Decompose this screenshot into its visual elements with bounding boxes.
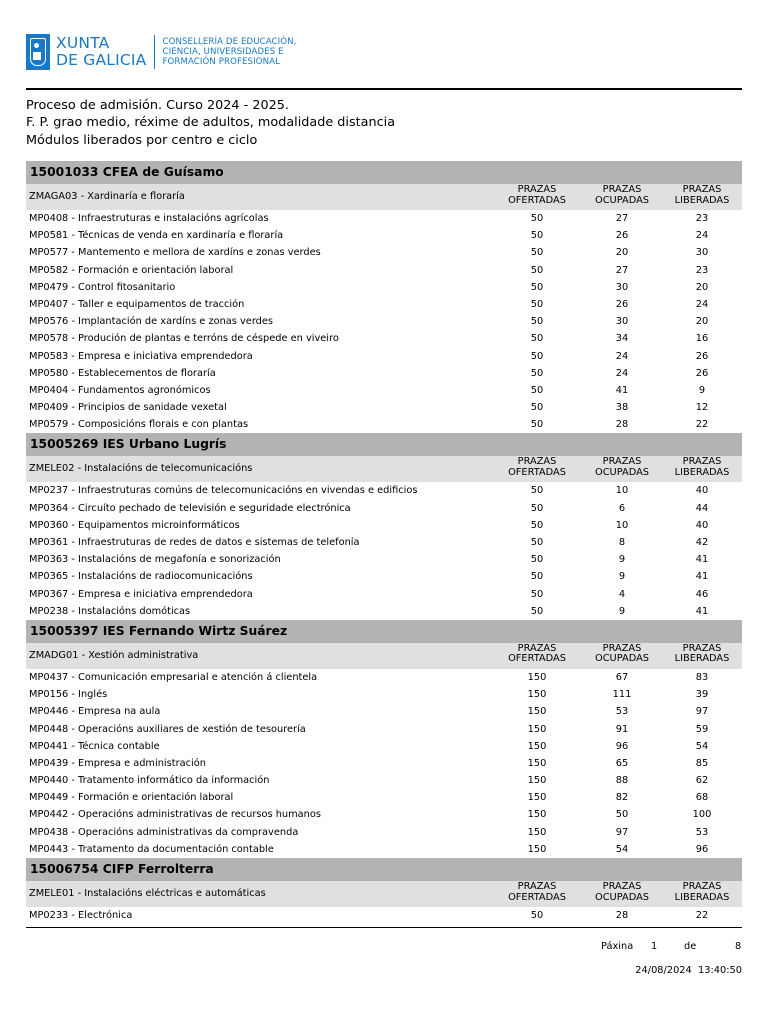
freed-places: 97 xyxy=(695,706,709,718)
freed-places: 40 xyxy=(695,519,709,531)
freed-places: 20 xyxy=(695,316,709,328)
offered-places: 50 xyxy=(530,910,544,921)
column-header-occupied-line-2: OCUPADAS xyxy=(595,466,649,478)
module-name: MP0363 - Instalacións de megafonía e sonorización xyxy=(29,554,281,566)
offered-places: 50 xyxy=(530,571,544,583)
freed-places: 53 xyxy=(695,826,709,838)
freed-places: 62 xyxy=(695,775,709,787)
offered-places: 150 xyxy=(527,775,547,787)
table-row xyxy=(26,227,742,244)
column-header-offered-line-1: PRAZAS xyxy=(517,456,557,468)
column-header-occupied-line-1: PRAZAS xyxy=(602,184,642,195)
column-header-freed-line-1: PRAZAS xyxy=(682,642,722,654)
table-row xyxy=(26,721,742,738)
module-name: MP0367 - Empresa e iniciativa emprendedora xyxy=(29,588,253,600)
occupied-places: 28 xyxy=(615,910,629,921)
offered-places: 50 xyxy=(530,333,544,345)
column-header-offered-line-1: PRAZAS xyxy=(517,881,557,892)
module-name: MP0580 - Establecementos de floraría xyxy=(29,367,216,379)
table-row xyxy=(26,244,742,261)
table-row xyxy=(26,382,742,399)
offered-places: 50 xyxy=(530,537,544,548)
module-name: MP0438 - Operacións administrativas da compravenda xyxy=(29,826,299,838)
offered-places: 50 xyxy=(530,605,544,617)
print-timestamp xyxy=(635,965,742,976)
table-row xyxy=(26,703,742,720)
occupied-places: 65 xyxy=(615,757,629,769)
freed-places: 54 xyxy=(695,740,709,752)
column-header-occupied-line-1: PRAZAS xyxy=(602,456,642,468)
column-header-offered-line-1: PRAZAS xyxy=(517,642,557,654)
offered-places: 50 xyxy=(530,350,544,362)
occupied-places: 10 xyxy=(615,485,629,497)
offered-places: 150 xyxy=(527,706,547,718)
module-name: MP0443 - Tratamento da documentación contable xyxy=(29,843,274,855)
page-total: 8 xyxy=(735,941,742,952)
cycle-name: ZMELE02 - Instalacións de telecomunicacións xyxy=(29,463,253,475)
offered-places: 50 xyxy=(530,402,544,414)
offered-places: 50 xyxy=(530,367,544,379)
table-row xyxy=(26,669,742,686)
column-header-occupied-line-1: PRAZAS xyxy=(602,642,642,654)
column-header-freed-line-2: LIBERADAS xyxy=(674,194,730,206)
occupied-places: 9 xyxy=(618,554,626,566)
column-header-freed xyxy=(662,881,742,907)
module-name: MP0579 - Composicións florais e con plantas xyxy=(29,419,249,431)
offered-places: 50 xyxy=(530,281,544,293)
module-name: MP0439 - Empresa e administración xyxy=(29,757,206,769)
offered-places: 50 xyxy=(530,419,544,431)
logo-line-2: DE GALICIA xyxy=(56,51,147,69)
table-row xyxy=(26,841,742,858)
table-row xyxy=(26,686,742,703)
freed-places: 23 xyxy=(695,264,709,276)
cycle-header-row xyxy=(26,881,742,907)
offered-places: 50 xyxy=(530,554,544,566)
cycle-header-row xyxy=(26,184,742,210)
occupied-places: 9 xyxy=(618,571,626,583)
module-name: MP0404 - Fundamentos agronómicos xyxy=(29,384,211,396)
freed-places: 16 xyxy=(695,333,709,345)
module-name: MP0441 - Técnica contable xyxy=(29,740,160,752)
module-name: MP0238 - Instalacións domóticas xyxy=(29,605,191,617)
column-header-offered-line-2: OFERTADAS xyxy=(508,466,566,478)
bottom-divider xyxy=(26,927,742,928)
column-header-freed-line-2: LIBERADAS xyxy=(674,653,730,665)
column-header-offered xyxy=(497,456,577,482)
column-header-occupied xyxy=(582,643,662,669)
module-name: MP0577 - Mantemento e mellora de xardíns e zonas verdes xyxy=(29,247,321,259)
table-row xyxy=(26,296,742,313)
column-header-freed-line-1: PRAZAS xyxy=(682,456,722,468)
xunta-coat-of-arms-icon xyxy=(26,34,50,70)
freed-places: 42 xyxy=(695,537,709,548)
column-header-offered-line-1: PRAZAS xyxy=(517,184,557,195)
page-current: 1 xyxy=(651,941,658,952)
table-row xyxy=(26,262,742,279)
cycle-name: ZMELE01 - Instalacións eléctricas e automáticas xyxy=(29,888,266,899)
column-header-occupied xyxy=(582,456,662,482)
column-header-freed xyxy=(662,184,742,210)
freed-places: 23 xyxy=(695,213,709,224)
offered-places: 150 xyxy=(527,843,547,855)
module-name: MP0237 - Infraestruturas comúns de telecomunicacións en vivendas e edificios xyxy=(29,485,418,497)
title-line-1: Proceso de admisión. Curso 2024 - 2025. xyxy=(26,98,289,113)
offered-places: 50 xyxy=(530,213,544,224)
module-name: MP0365 - Instalacións de radiocomunicacións xyxy=(29,571,253,583)
column-header-occupied-line-2: OCUPADAS xyxy=(595,653,649,665)
module-name: MP0409 - Principios de sanidade vexetal xyxy=(29,402,227,414)
freed-places: 41 xyxy=(695,571,709,583)
table-row xyxy=(26,824,742,841)
freed-places: 24 xyxy=(695,298,709,310)
occupied-places: 4 xyxy=(618,588,626,600)
module-name: MP0156 - Inglés xyxy=(29,689,108,701)
table-row xyxy=(26,348,742,365)
module-name: MP0440 - Tratamento informático da información xyxy=(29,775,270,787)
module-name: MP0583 - Empresa e iniciativa emprendedora xyxy=(29,350,253,362)
freed-places: 20 xyxy=(695,281,709,293)
table-row xyxy=(26,738,742,755)
column-header-freed xyxy=(662,456,742,482)
module-name: MP0442 - Operacións administrativas de recursos humanos xyxy=(29,809,321,821)
occupied-places: 26 xyxy=(615,230,629,242)
modules-table xyxy=(26,161,742,924)
module-name: MP0437 - Comunicación empresarial e atención á clientela xyxy=(29,671,318,683)
freed-places: 24 xyxy=(695,230,709,242)
module-name: MP0582 - Formación e orientación laboral xyxy=(29,264,234,276)
column-header-offered-line-2: OFERTADAS xyxy=(508,891,566,903)
offered-places: 50 xyxy=(530,247,544,259)
occupied-places: 27 xyxy=(615,264,629,276)
table-row xyxy=(26,806,742,823)
table-row xyxy=(26,330,742,347)
table-row xyxy=(26,365,742,382)
occupied-places: 67 xyxy=(615,671,629,683)
occupied-places: 30 xyxy=(615,316,629,328)
offered-places: 150 xyxy=(527,671,547,683)
offered-places: 150 xyxy=(527,723,547,735)
table-row xyxy=(26,500,742,517)
column-header-freed xyxy=(662,643,742,669)
xunta-logo-text xyxy=(56,35,146,69)
module-name: MP0407 - Taller e equipamentos de tracción xyxy=(29,298,245,310)
occupied-places: 28 xyxy=(615,419,629,431)
occupied-places: 6 xyxy=(618,502,626,514)
offered-places: 150 xyxy=(527,757,547,769)
occupied-places: 24 xyxy=(615,350,629,362)
document-title xyxy=(26,97,395,149)
freed-places: 40 xyxy=(695,485,709,497)
top-divider xyxy=(26,88,742,90)
title-line-3: Módulos liberados por centro e ciclo xyxy=(26,132,258,148)
freed-places: 9 xyxy=(698,384,706,396)
occupied-places: 53 xyxy=(615,706,629,718)
occupied-places: 30 xyxy=(615,281,629,293)
table-row xyxy=(26,416,742,433)
print-date: 24/08/2024 xyxy=(635,965,692,976)
occupied-places: 82 xyxy=(615,792,629,804)
title-line-2: F. P. grao medio, réxime de adultos, modalidade distancia xyxy=(26,115,396,131)
cycle-name: ZMADG01 - Xestión administrativa xyxy=(29,649,199,661)
occupied-places: 41 xyxy=(615,384,629,396)
freed-places: 26 xyxy=(695,367,709,379)
occupied-places: 54 xyxy=(615,843,629,855)
column-header-offered xyxy=(497,184,577,210)
table-row xyxy=(26,907,742,924)
freed-places: 12 xyxy=(695,402,709,414)
offered-places: 150 xyxy=(527,689,547,701)
offered-places: 50 xyxy=(530,298,544,310)
table-row xyxy=(26,755,742,772)
freed-places: 100 xyxy=(692,809,712,821)
cycle-header-row xyxy=(26,456,742,482)
occupied-places: 10 xyxy=(615,519,629,531)
freed-places: 59 xyxy=(695,723,709,735)
module-name: MP0360 - Equipamentos microinformáticos xyxy=(29,519,240,531)
freed-places: 26 xyxy=(695,350,709,362)
column-header-freed-line-1: PRAZAS xyxy=(682,881,722,892)
offered-places: 150 xyxy=(527,826,547,838)
page-of-label: de xyxy=(684,941,697,952)
occupied-places: 27 xyxy=(615,213,629,224)
department-name xyxy=(162,37,296,67)
occupied-places: 8 xyxy=(618,537,626,548)
column-header-offered xyxy=(497,881,577,907)
table-row xyxy=(26,568,742,585)
offered-places: 50 xyxy=(530,316,544,328)
column-header-occupied xyxy=(582,881,662,907)
freed-places: 96 xyxy=(695,843,709,855)
offered-places: 50 xyxy=(530,384,544,396)
logo-divider xyxy=(154,35,155,69)
occupied-places: 26 xyxy=(615,298,629,310)
column-header-offered xyxy=(497,643,577,669)
column-header-offered-line-2: OFERTADAS xyxy=(508,653,566,665)
occupied-places: 50 xyxy=(615,809,629,821)
offered-places: 50 xyxy=(530,588,544,600)
freed-places: 83 xyxy=(695,671,709,683)
table-row xyxy=(26,482,742,499)
centre-header: 15005269 IES Urbano Lugrís xyxy=(26,433,742,456)
department-line-1: CONSELLERÍA DE EDUCACIÓN, xyxy=(162,37,297,47)
occupied-places: 34 xyxy=(615,333,629,345)
occupied-places: 96 xyxy=(615,740,629,752)
centre-header: 15001033 CFEA de Guísamo xyxy=(26,161,742,184)
cycle-name: ZMAGA03 - Xardinaría e floraría xyxy=(29,191,185,202)
freed-places: 22 xyxy=(695,419,709,431)
offered-places: 150 xyxy=(527,792,547,804)
column-header-offered-line-2: OFERTADAS xyxy=(508,194,566,206)
freed-places: 22 xyxy=(695,910,709,921)
freed-places: 44 xyxy=(695,502,709,514)
occupied-places: 38 xyxy=(615,402,629,414)
module-name: MP0576 - Implantación de xardíns e zonas verdes xyxy=(29,316,274,328)
module-name: MP0449 - Formación e orientación laboral xyxy=(29,792,234,804)
table-row xyxy=(26,789,742,806)
offered-places: 50 xyxy=(530,519,544,531)
table-row xyxy=(26,399,742,416)
table-row xyxy=(26,551,742,568)
column-header-occupied-line-2: OCUPADAS xyxy=(595,891,649,903)
table-row xyxy=(26,279,742,296)
column-header-freed-line-2: LIBERADAS xyxy=(674,466,730,478)
occupied-places: 24 xyxy=(615,367,629,379)
offered-places: 150 xyxy=(527,809,547,821)
table-row xyxy=(26,210,742,227)
module-name: MP0578 - Produción de plantas e terróns de céspede en viveiro xyxy=(29,333,339,345)
module-name: MP0364 - Circuíto pechado de televisión e seguridade electrónica xyxy=(29,502,351,514)
table-row xyxy=(26,586,742,603)
module-name: MP0446 - Empresa na aula xyxy=(29,706,161,718)
freed-places: 68 xyxy=(695,792,709,804)
occupied-places: 97 xyxy=(615,826,629,838)
centre-header: 15005397 IES Fernando Wirtz Suárez xyxy=(26,620,742,643)
department-line-2: CIENCIA, UNIVERSIDADES E xyxy=(162,47,284,57)
column-header-occupied xyxy=(582,184,662,210)
table-row xyxy=(26,517,742,534)
column-header-freed-line-2: LIBERADAS xyxy=(674,891,730,903)
logo-line-1: XUNTA xyxy=(56,34,110,52)
occupied-places: 88 xyxy=(615,775,629,787)
occupied-places: 111 xyxy=(612,689,632,701)
freed-places: 46 xyxy=(695,588,709,600)
offered-places: 50 xyxy=(530,264,544,276)
table-row xyxy=(26,534,742,551)
module-name: MP0361 - Infraestruturas de redes de datos e sistemas de telefonía xyxy=(29,537,360,548)
offered-places: 50 xyxy=(530,485,544,497)
freed-places: 85 xyxy=(695,757,709,769)
occupied-places: 91 xyxy=(615,723,629,735)
freed-places: 30 xyxy=(695,247,709,259)
offered-places: 150 xyxy=(527,740,547,752)
offered-places: 50 xyxy=(530,230,544,242)
occupied-places: 9 xyxy=(618,605,626,617)
module-name: MP0479 - Control fitosanitario xyxy=(29,281,176,293)
table-row xyxy=(26,603,742,620)
module-name: MP0408 - Infraestruturas e instalacións agrícolas xyxy=(29,213,269,224)
table-row xyxy=(26,313,742,330)
module-name: MP0581 - Técnicas de venda en xardinaría e floraría xyxy=(29,230,284,242)
department-line-3: FORMACIÓN PROFESIONAL xyxy=(162,57,281,67)
column-header-occupied-line-2: OCUPADAS xyxy=(595,194,649,206)
print-time: 13:40:50 xyxy=(698,965,742,976)
offered-places: 50 xyxy=(530,502,544,514)
freed-places: 41 xyxy=(695,554,709,566)
freed-places: 39 xyxy=(695,689,709,701)
cycle-header-row xyxy=(26,643,742,669)
centre-header: 15006754 CIFP Ferrolterra xyxy=(26,858,742,881)
freed-places: 41 xyxy=(695,605,709,617)
page-label: Páxina xyxy=(601,941,634,952)
occupied-places: 20 xyxy=(615,247,629,259)
column-header-occupied-line-1: PRAZAS xyxy=(602,881,642,892)
module-name: MP0448 - Operacións auxiliares de xestión de tesourería xyxy=(29,723,306,735)
table-row xyxy=(26,772,742,789)
page-header xyxy=(26,30,297,74)
column-header-freed-line-1: PRAZAS xyxy=(682,184,722,195)
module-name: MP0233 - Electrónica xyxy=(29,910,133,921)
